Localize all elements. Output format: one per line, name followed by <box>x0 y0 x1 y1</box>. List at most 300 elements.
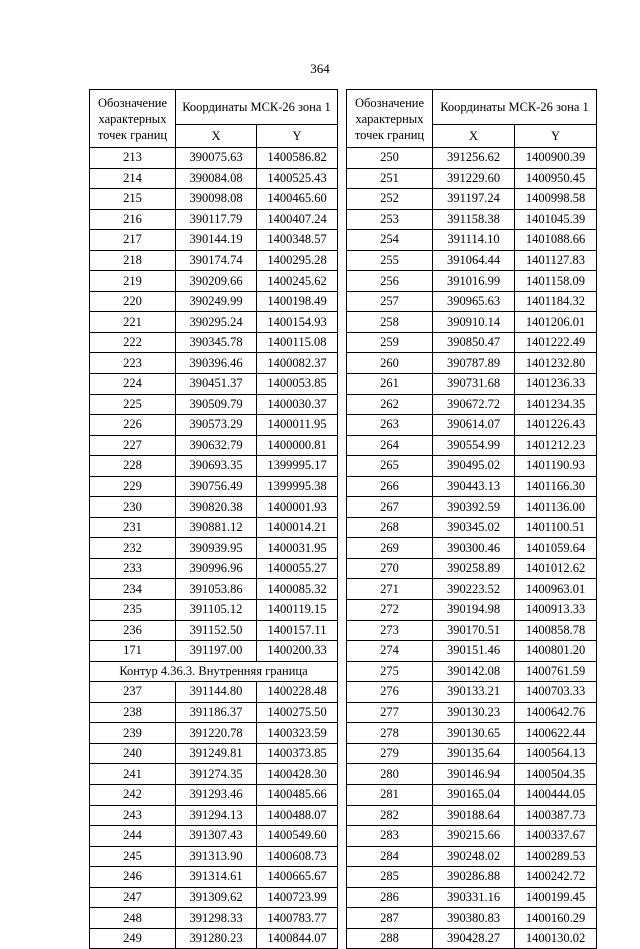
x-cell: 391249.81 <box>176 743 257 764</box>
x-cell: 390151.46 <box>433 641 515 662</box>
table-row <box>90 291 338 312</box>
y-cell: 1401232.80 <box>515 353 597 374</box>
table-row <box>90 209 338 230</box>
table-row <box>347 353 597 374</box>
table-row <box>347 826 597 847</box>
table-row <box>90 497 338 518</box>
y-cell: 1399995.17 <box>257 456 338 477</box>
point-id-cell: 219 <box>90 271 176 292</box>
point-id-cell: 262 <box>347 394 433 415</box>
table-row <box>90 682 338 703</box>
table-row <box>90 271 338 292</box>
point-id-cell: 268 <box>347 517 433 538</box>
table-row <box>90 394 338 415</box>
point-id-cell: 280 <box>347 764 433 785</box>
table-row <box>90 723 338 744</box>
table-row <box>347 271 597 292</box>
x-cell: 390188.64 <box>433 805 515 826</box>
point-id-cell: 246 <box>90 867 176 888</box>
header-coord-group: Координаты МСК-26 зона 1 <box>176 90 338 125</box>
point-id-cell: 228 <box>90 456 176 477</box>
table-row <box>347 497 597 518</box>
x-cell: 390614.07 <box>433 415 515 436</box>
header-coord-group: Координаты МСК-26 зона 1 <box>433 90 597 125</box>
table-row <box>347 517 597 538</box>
table-row <box>90 168 338 189</box>
point-id-cell: 259 <box>347 332 433 353</box>
table-row <box>347 928 597 949</box>
table-row <box>347 867 597 888</box>
y-cell: 1400444.05 <box>515 784 597 805</box>
point-id-cell: 218 <box>90 250 176 271</box>
y-cell: 1401136.00 <box>515 497 597 518</box>
table-row <box>347 415 597 436</box>
y-cell: 1400085.32 <box>257 579 338 600</box>
y-cell: 1401012.62 <box>515 558 597 579</box>
y-cell: 1401158.09 <box>515 271 597 292</box>
table-row <box>90 230 338 251</box>
y-cell: 1400337.67 <box>515 826 597 847</box>
header-y: Y <box>257 125 338 148</box>
x-cell: 390380.83 <box>433 908 515 929</box>
header-x: X <box>176 125 257 148</box>
point-id-cell: 230 <box>90 497 176 518</box>
x-cell: 390345.78 <box>176 332 257 353</box>
y-cell: 1400622.44 <box>515 723 597 744</box>
point-id-cell: 238 <box>90 702 176 723</box>
point-id-cell: 272 <box>347 600 433 621</box>
x-cell: 390495.02 <box>433 456 515 477</box>
y-cell: 1400525.43 <box>257 168 338 189</box>
point-id-cell: 227 <box>90 435 176 456</box>
table-row <box>90 928 338 949</box>
x-cell: 390756.49 <box>176 476 257 497</box>
x-cell: 391314.61 <box>176 867 257 888</box>
x-cell: 390428.27 <box>433 928 515 949</box>
x-cell: 390731.68 <box>433 374 515 395</box>
y-cell: 1401088.66 <box>515 230 597 251</box>
point-id-cell: 260 <box>347 353 433 374</box>
coordinates-table-left <box>89 89 338 949</box>
y-cell: 1400488.07 <box>257 805 338 826</box>
y-cell: 1401045.39 <box>515 209 597 230</box>
x-cell: 390223.52 <box>433 579 515 600</box>
table-row <box>347 682 597 703</box>
y-cell: 1400119.15 <box>257 600 338 621</box>
y-cell: 1401206.01 <box>515 312 597 333</box>
x-cell: 390117.79 <box>176 209 257 230</box>
y-cell: 1400950.45 <box>515 168 597 189</box>
y-cell: 1400998.58 <box>515 189 597 210</box>
table-left-body <box>90 90 338 949</box>
point-id-cell: 281 <box>347 784 433 805</box>
y-cell: 1401127.83 <box>515 250 597 271</box>
point-id-cell: 243 <box>90 805 176 826</box>
y-cell: 1400564.13 <box>515 743 597 764</box>
x-cell: 390295.24 <box>176 312 257 333</box>
table-row <box>347 723 597 744</box>
x-cell: 390345.02 <box>433 517 515 538</box>
header-row <box>347 90 597 125</box>
x-cell: 390142.08 <box>433 661 515 682</box>
point-id-cell: 277 <box>347 702 433 723</box>
table-row <box>347 558 597 579</box>
y-cell: 1400801.20 <box>515 641 597 662</box>
point-id-cell: 267 <box>347 497 433 518</box>
table-row <box>347 600 597 621</box>
y-cell: 1400723.99 <box>257 887 338 908</box>
table-row <box>347 168 597 189</box>
y-cell: 1400275.50 <box>257 702 338 723</box>
point-id-cell: 283 <box>347 826 433 847</box>
x-cell: 391229.60 <box>433 168 515 189</box>
x-cell: 390939.95 <box>176 538 257 559</box>
table-row <box>347 456 597 477</box>
point-id-cell: 263 <box>347 415 433 436</box>
x-cell: 391158.38 <box>433 209 515 230</box>
x-cell: 390632.79 <box>176 435 257 456</box>
y-cell: 1401234.35 <box>515 394 597 415</box>
point-id-cell: 244 <box>90 826 176 847</box>
point-id-cell: 236 <box>90 620 176 641</box>
point-id-cell: 231 <box>90 517 176 538</box>
point-id-cell: 233 <box>90 558 176 579</box>
table-row <box>90 558 338 579</box>
y-cell: 1401059.64 <box>515 538 597 559</box>
table-row <box>347 476 597 497</box>
table-row <box>90 743 338 764</box>
table-row <box>347 250 597 271</box>
y-cell: 1400198.49 <box>257 291 338 312</box>
y-cell: 1400387.73 <box>515 805 597 826</box>
table-row <box>347 332 597 353</box>
x-cell: 390174.74 <box>176 250 257 271</box>
table-row <box>347 887 597 908</box>
table-row <box>347 641 597 662</box>
point-id-cell: 226 <box>90 415 176 436</box>
y-cell: 1400642.76 <box>515 702 597 723</box>
header-designation: Обозначение характерных точек границ <box>347 90 433 148</box>
point-id-cell: 215 <box>90 189 176 210</box>
table-row <box>347 784 597 805</box>
x-cell: 390135.64 <box>433 743 515 764</box>
y-cell: 1400963.01 <box>515 579 597 600</box>
coordinates-table-right <box>346 89 597 949</box>
y-cell: 1400407.24 <box>257 209 338 230</box>
y-cell: 1400295.28 <box>257 250 338 271</box>
y-cell: 1400130.02 <box>515 928 597 949</box>
x-cell: 390215.66 <box>433 826 515 847</box>
y-cell: 1400030.37 <box>257 394 338 415</box>
point-id-cell: 284 <box>347 846 433 867</box>
point-id-cell: 271 <box>347 579 433 600</box>
point-id-cell: 264 <box>347 435 433 456</box>
x-cell: 390130.65 <box>433 723 515 744</box>
table-row <box>90 826 338 847</box>
x-cell: 390130.23 <box>433 702 515 723</box>
table-row <box>90 887 338 908</box>
x-cell: 391197.24 <box>433 189 515 210</box>
y-cell: 1401212.23 <box>515 435 597 456</box>
point-id-cell: 241 <box>90 764 176 785</box>
x-cell: 391144.80 <box>176 682 257 703</box>
y-cell: 1400082.37 <box>257 353 338 374</box>
x-cell: 390286.88 <box>433 867 515 888</box>
x-cell: 390248.02 <box>433 846 515 867</box>
x-cell: 390300.46 <box>433 538 515 559</box>
point-id-cell: 239 <box>90 723 176 744</box>
table-row <box>347 538 597 559</box>
table-row <box>90 579 338 600</box>
x-cell: 390573.29 <box>176 415 257 436</box>
y-cell: 1400242.72 <box>515 867 597 888</box>
y-cell: 1400157.11 <box>257 620 338 641</box>
table-row <box>347 291 597 312</box>
x-cell: 390194.98 <box>433 600 515 621</box>
header-y: Y <box>515 125 597 148</box>
y-cell: 1400011.95 <box>257 415 338 436</box>
y-cell: 1400504.35 <box>515 764 597 785</box>
x-cell: 390331.16 <box>433 887 515 908</box>
x-cell: 391016.99 <box>433 271 515 292</box>
y-cell: 1400154.93 <box>257 312 338 333</box>
point-id-cell: 245 <box>90 846 176 867</box>
y-cell: 1400858.78 <box>515 620 597 641</box>
point-id-cell: 235 <box>90 600 176 621</box>
header-x: X <box>433 125 515 148</box>
x-cell: 390258.89 <box>433 558 515 579</box>
point-id-cell: 266 <box>347 476 433 497</box>
point-id-cell: 273 <box>347 620 433 641</box>
y-cell: 1400608.73 <box>257 846 338 867</box>
table-row <box>90 312 338 333</box>
point-id-cell: 256 <box>347 271 433 292</box>
table-row <box>347 189 597 210</box>
point-id-cell: 270 <box>347 558 433 579</box>
y-cell: 1400053.85 <box>257 374 338 395</box>
point-id-cell: 217 <box>90 230 176 251</box>
x-cell: 390787.89 <box>433 353 515 374</box>
table-row <box>90 332 338 353</box>
x-cell: 390170.51 <box>433 620 515 641</box>
table-row <box>90 148 338 169</box>
point-id-cell: 252 <box>347 189 433 210</box>
y-cell: 1400665.67 <box>257 867 338 888</box>
point-id-cell: 229 <box>90 476 176 497</box>
x-cell: 390165.04 <box>433 784 515 805</box>
y-cell: 1400031.95 <box>257 538 338 559</box>
x-cell: 390249.99 <box>176 291 257 312</box>
y-cell: 1400485.66 <box>257 784 338 805</box>
table-row <box>90 846 338 867</box>
table-row <box>347 579 597 600</box>
x-cell: 390554.99 <box>433 435 515 456</box>
x-cell: 390996.96 <box>176 558 257 579</box>
point-id-cell: 224 <box>90 374 176 395</box>
x-cell: 391114.10 <box>433 230 515 251</box>
x-cell: 391152.50 <box>176 620 257 641</box>
x-cell: 391293.46 <box>176 784 257 805</box>
x-cell: 390881.12 <box>176 517 257 538</box>
y-cell: 1400160.29 <box>515 908 597 929</box>
y-cell: 1400913.33 <box>515 600 597 621</box>
page-number: 364 <box>310 61 330 76</box>
x-cell: 390965.63 <box>433 291 515 312</box>
y-cell: 1400703.33 <box>515 682 597 703</box>
point-id-cell: 234 <box>90 579 176 600</box>
x-cell: 390084.08 <box>176 168 257 189</box>
x-cell: 390133.21 <box>433 682 515 703</box>
table-row <box>347 148 597 169</box>
y-cell: 1400549.60 <box>257 826 338 847</box>
y-cell: 1401166.30 <box>515 476 597 497</box>
point-id-cell: 220 <box>90 291 176 312</box>
point-id-cell: 285 <box>347 867 433 888</box>
y-cell: 1400245.62 <box>257 271 338 292</box>
point-id-cell: 247 <box>90 887 176 908</box>
x-cell: 390209.66 <box>176 271 257 292</box>
x-cell: 390509.79 <box>176 394 257 415</box>
x-cell: 391313.90 <box>176 846 257 867</box>
y-cell: 1400761.59 <box>515 661 597 682</box>
table-row <box>347 764 597 785</box>
y-cell: 1400289.53 <box>515 846 597 867</box>
y-cell: 1400014.21 <box>257 517 338 538</box>
table-row <box>347 209 597 230</box>
x-cell: 390693.35 <box>176 456 257 477</box>
x-cell: 390850.47 <box>433 332 515 353</box>
table-row <box>90 250 338 271</box>
y-cell: 1400586.82 <box>257 148 338 169</box>
table-row <box>347 805 597 826</box>
table-row <box>347 661 597 682</box>
table-row <box>90 415 338 436</box>
table-row <box>347 312 597 333</box>
y-cell: 1400465.60 <box>257 189 338 210</box>
x-cell: 391053.86 <box>176 579 257 600</box>
x-cell: 390910.14 <box>433 312 515 333</box>
y-cell: 1400783.77 <box>257 908 338 929</box>
table-right-body <box>347 90 597 949</box>
point-id-cell: 276 <box>347 682 433 703</box>
table-row <box>90 600 338 621</box>
x-cell: 390146.94 <box>433 764 515 785</box>
x-cell: 391064.44 <box>433 250 515 271</box>
x-cell: 390820.38 <box>176 497 257 518</box>
table-row <box>347 702 597 723</box>
table-row <box>90 456 338 477</box>
point-id-cell: 232 <box>90 538 176 559</box>
table-row <box>90 189 338 210</box>
table-row <box>90 435 338 456</box>
x-cell: 390672.72 <box>433 394 515 415</box>
x-cell: 391274.35 <box>176 764 257 785</box>
table-row <box>90 517 338 538</box>
x-cell: 391105.12 <box>176 600 257 621</box>
point-id-cell: 278 <box>347 723 433 744</box>
table-row <box>90 908 338 929</box>
y-cell: 1400428.30 <box>257 764 338 785</box>
x-cell: 391197.00 <box>176 641 257 662</box>
table-row <box>90 476 338 497</box>
point-id-cell: 257 <box>347 291 433 312</box>
y-cell: 1400001.93 <box>257 497 338 518</box>
point-id-cell: 275 <box>347 661 433 682</box>
point-id-cell: 242 <box>90 784 176 805</box>
point-id-cell: 251 <box>347 168 433 189</box>
table-row <box>347 743 597 764</box>
x-cell: 390451.37 <box>176 374 257 395</box>
point-id-cell: 248 <box>90 908 176 929</box>
point-id-cell: 213 <box>90 148 176 169</box>
y-cell: 1401184.32 <box>515 291 597 312</box>
y-cell: 1401222.49 <box>515 332 597 353</box>
point-id-cell: 171 <box>90 641 176 662</box>
y-cell: 1401100.51 <box>515 517 597 538</box>
table-row <box>90 867 338 888</box>
x-cell: 391220.78 <box>176 723 257 744</box>
y-cell: 1401190.93 <box>515 456 597 477</box>
point-id-cell: 287 <box>347 908 433 929</box>
point-id-cell: 225 <box>90 394 176 415</box>
point-id-cell: 255 <box>347 250 433 271</box>
y-cell: 1400228.48 <box>257 682 338 703</box>
point-id-cell: 223 <box>90 353 176 374</box>
x-cell: 390396.46 <box>176 353 257 374</box>
table-row <box>90 620 338 641</box>
point-id-cell: 249 <box>90 928 176 949</box>
header-designation: Обозначение характерных точек границ <box>90 90 176 148</box>
point-id-cell: 221 <box>90 312 176 333</box>
point-id-cell: 222 <box>90 332 176 353</box>
y-cell: 1400055.27 <box>257 558 338 579</box>
table-row <box>90 805 338 826</box>
point-id-cell: 254 <box>347 230 433 251</box>
table-row <box>347 230 597 251</box>
table-row <box>90 353 338 374</box>
x-cell: 390144.19 <box>176 230 257 251</box>
point-id-cell: 214 <box>90 168 176 189</box>
point-id-cell: 250 <box>347 148 433 169</box>
y-cell: 1401236.33 <box>515 374 597 395</box>
y-cell: 1400844.07 <box>257 928 338 949</box>
table-row <box>347 394 597 415</box>
table-row <box>90 702 338 723</box>
x-cell: 390075.63 <box>176 148 257 169</box>
point-id-cell: 282 <box>347 805 433 826</box>
table-row <box>347 435 597 456</box>
x-cell: 390443.13 <box>433 476 515 497</box>
point-id-cell: 258 <box>347 312 433 333</box>
table-row <box>347 374 597 395</box>
table-row <box>90 641 338 662</box>
table-row <box>90 784 338 805</box>
table-row <box>90 374 338 395</box>
contour-label: Контур 4.36.3. Внутренняя граница <box>90 661 338 682</box>
point-id-cell: 240 <box>90 743 176 764</box>
x-cell: 391186.37 <box>176 702 257 723</box>
y-cell: 1401226.43 <box>515 415 597 436</box>
y-cell: 1400200.33 <box>257 641 338 662</box>
point-id-cell: 265 <box>347 456 433 477</box>
table-row <box>347 620 597 641</box>
point-id-cell: 286 <box>347 887 433 908</box>
y-cell: 1400900.39 <box>515 148 597 169</box>
point-id-cell: 253 <box>347 209 433 230</box>
table-row <box>90 764 338 785</box>
point-id-cell: 237 <box>90 682 176 703</box>
x-cell: 391256.62 <box>433 148 515 169</box>
